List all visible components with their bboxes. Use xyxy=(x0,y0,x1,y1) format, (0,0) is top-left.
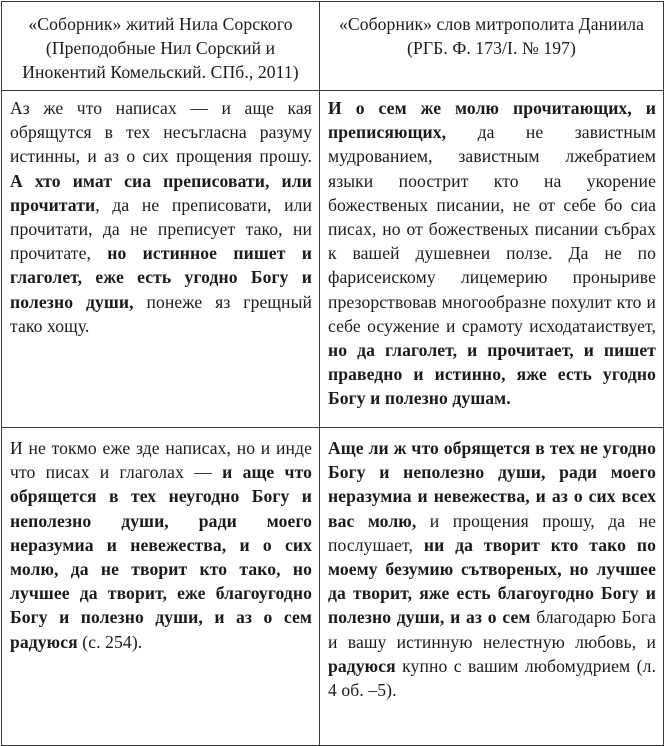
row1-right-cell xyxy=(320,91,664,428)
text-segment-bold: Аще ли ж что обрящется в тех не угодно Богу и неполезно души, ради моего неразумиа и невежества, и аз о сих всех вас молю, xyxy=(328,438,656,531)
text-segment: Аз же что написах — и аще кая обрящутся в тех несъгласна разуму истинны, и аз о сих прощения прошу. xyxy=(10,98,312,167)
table-row xyxy=(2,91,664,428)
text-segment: , да не преписовати, или прочитати, да не преписует тако, ни прочитате, xyxy=(10,194,312,264)
row2-left-text xyxy=(10,428,312,654)
row2-right-text xyxy=(328,428,656,702)
row2-left-cell xyxy=(2,428,320,746)
text-segment-bold: А хто имат сиа преписовати, или прочитати xyxy=(10,170,312,215)
text-segment-bold: ни да творит кто тако по моему безумию сътвореных, но лучшее да творит, яже есть благоугодно Богу и полезно души, и аз о сем xyxy=(328,534,656,628)
text-segment: да не завистным мудрованием, завистным лжебратием языки поострит кто на укорение божественых писании, не от себе бо сиа писах, но от божественых писании събрах к вашей душевнеи ползе. Да не по фарисеискому лицемерию проныриве презорствовав многообразне похулит кто и себе осужение и срамоту исходатаиствует, xyxy=(328,122,656,336)
header-row xyxy=(2,2,664,91)
text-segment-bold: и аще что обрящется в тех неугодно Богу и неполезно души, ради моего неразумиа и невежества, и о сих молю, да не творит кто тако, но лучшее да творит, еже благоугодно Богу и полезно души, и аз о сем радуюся xyxy=(10,462,312,652)
text-segment-bold: И о сем же молю прочитающих, и преписяющих, xyxy=(328,98,656,143)
text-segment: понеже яз грещный тако хощу. xyxy=(10,291,313,336)
text-segment: И не токмо еже зде написах, но и инде что писах и глаголах — xyxy=(10,438,312,483)
text-segment: (с. 254). xyxy=(77,631,143,652)
text-segment: и прощения прошу, да не послушает, xyxy=(328,510,657,555)
row1-left-text xyxy=(10,91,312,338)
text-segment-bold: но да глаголет, и прочитает, и пишет праведно и истинно, яже есть угодно Богу и полезно душам. xyxy=(328,340,656,409)
row2-right-cell xyxy=(320,428,664,746)
header-left: «Соборник» житий Нила Сорского (Преподобные Нил Сорский и Инокентий Комельский. СПб., 2011) xyxy=(2,2,320,91)
header-right: «Соборник» слов митрополита Даниила (РГБ. Ф. 173/I. № 197) xyxy=(320,2,664,91)
comparison-table xyxy=(1,1,664,746)
table-row xyxy=(2,428,664,746)
row1-left-cell xyxy=(2,91,320,428)
text-segment-bold: радуюся xyxy=(328,655,396,676)
text-segment-bold: но истинное пишет и глаголет, еже есть угодно Богу и полезно души, xyxy=(10,243,312,312)
text-segment: благодарю Бога и вашу истинную нелестную любовь, и xyxy=(328,607,656,652)
text-segment: купно с вашим любомудрием (л. 4 об. –5). xyxy=(328,655,656,701)
row1-right-text xyxy=(328,91,656,411)
